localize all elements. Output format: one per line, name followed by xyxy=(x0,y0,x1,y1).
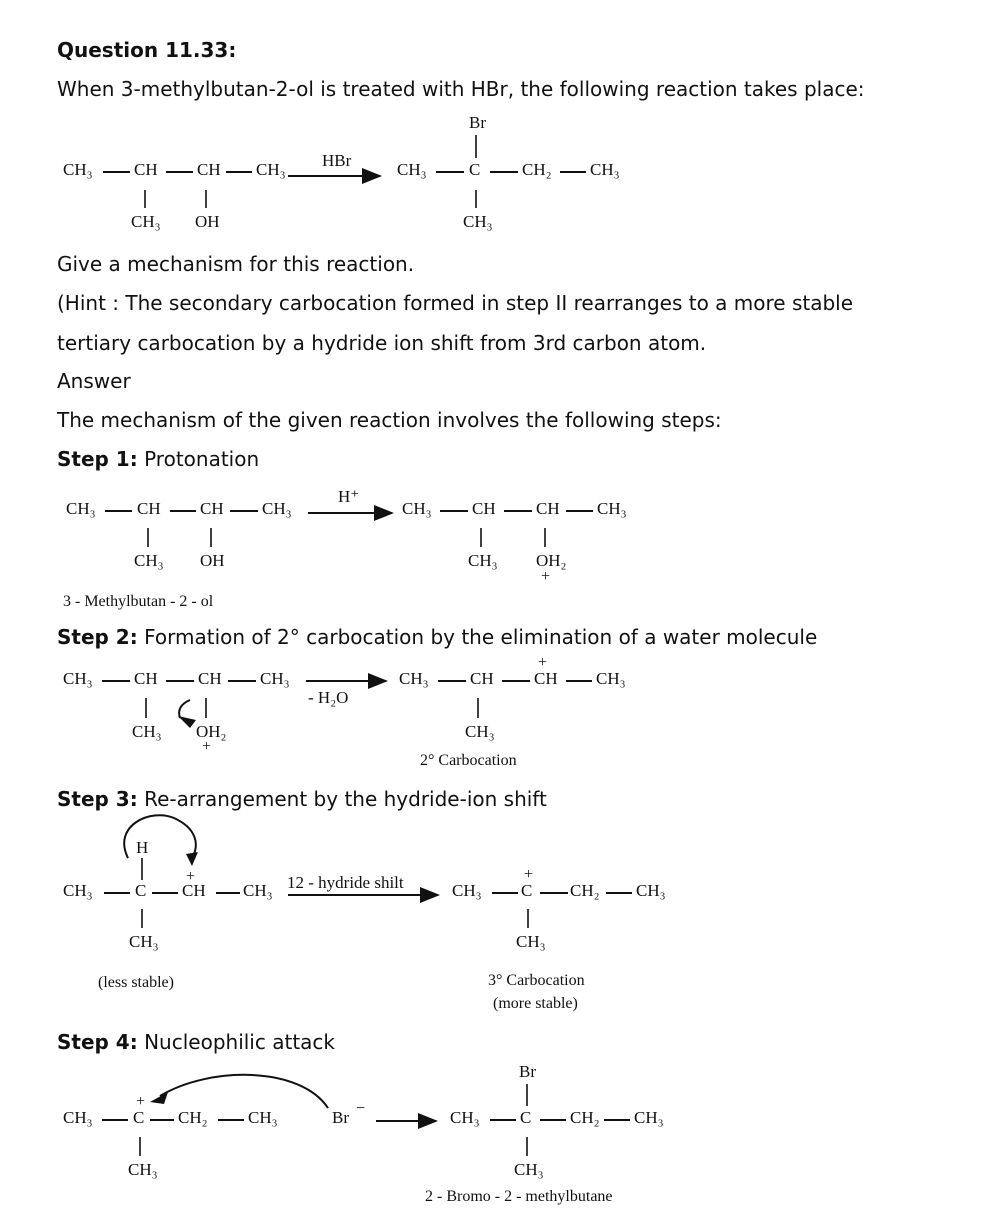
atom-ch3: CH₃ xyxy=(260,669,290,688)
atom-ch3: CH₃ xyxy=(66,499,96,518)
atom-ch: CH xyxy=(137,499,161,518)
step-1-heading: Step 1: Protonation xyxy=(57,447,260,471)
name-2-carbocation: 2° Carbocation xyxy=(420,752,517,769)
atom-ch3: CH₃ xyxy=(468,551,498,570)
reagent-hbr: HBr xyxy=(322,151,352,170)
atom-c: C xyxy=(133,1108,145,1127)
hint-line-1: (Hint : The secondary carbocation formed in step II rearranges to a more stable xyxy=(57,291,854,315)
atom-c: C xyxy=(135,881,147,900)
atom-ch3: CH₃ xyxy=(248,1108,278,1127)
atom-ch3: CH₃ xyxy=(262,499,292,518)
answer-intro: The mechanism of the given reaction involves the following steps: xyxy=(57,408,722,432)
step-1-bonds xyxy=(105,511,593,547)
atom-ch2: CH₂ xyxy=(570,1108,600,1127)
atom-oh2: OH₂ xyxy=(536,551,567,570)
atom-ch3: CH₃ xyxy=(132,722,162,741)
atom-oh2: OH₂ xyxy=(196,722,227,741)
atom-ch3: CH₃ xyxy=(63,881,93,900)
question-statement: When 3-methylbutan-2-ol is treated with HBr, the following reaction takes place: xyxy=(57,77,865,101)
atom-ch3: CH₃ xyxy=(128,1160,158,1179)
step-3-heading: Step 3: Re-arrangement by the hydride-ion shift xyxy=(57,787,547,811)
atom-ch: CH xyxy=(472,499,496,518)
atom-ch3: CH₃ xyxy=(597,499,627,518)
atom-ch: CH xyxy=(536,499,560,518)
atom-ch: CH xyxy=(197,160,221,179)
atom-oh: OH xyxy=(200,551,225,570)
atom-ch3: CH₃ xyxy=(243,881,273,900)
atom-ch2: CH₂ xyxy=(178,1108,208,1127)
atom-ch3: CH₃ xyxy=(134,551,164,570)
charge-minus: − xyxy=(356,1100,366,1117)
atom-ch3: CH₃ xyxy=(636,881,666,900)
step-2-heading: Step 2: Formation of 2° carbocation by the elimination of a water molecule xyxy=(57,625,818,649)
name-3-carbocation: 3° Carbocation xyxy=(488,972,585,989)
atom-ch3: CH₃ xyxy=(590,160,620,179)
step-3-bonds xyxy=(104,815,632,928)
atom-ch2: CH₂ xyxy=(570,881,600,900)
label-less-stable: (less stable) xyxy=(98,974,174,991)
charge-plus: + xyxy=(186,868,196,885)
reagent-h-plus: H⁺ xyxy=(338,487,360,506)
atom-ch3: CH₃ xyxy=(463,212,493,231)
atom-ch3: CH₃ xyxy=(634,1108,664,1127)
atom-br: Br xyxy=(519,1062,536,1081)
reagent-minus-h2o: - H₂O xyxy=(308,688,349,707)
atom-c: C xyxy=(469,160,481,179)
atom-ch: CH xyxy=(134,160,158,179)
atom-ch3: CH₃ xyxy=(397,160,427,179)
atom-br: Br xyxy=(469,113,486,132)
question-title: Question 11.33: xyxy=(57,38,237,62)
answer-label: Answer xyxy=(57,369,131,393)
atom-ch3: CH₃ xyxy=(399,669,429,688)
name-reactant: 3 - Methylbutan - 2 - ol xyxy=(63,593,214,610)
atom-ch3: CH₃ xyxy=(129,932,159,951)
atom-ch3: CH₃ xyxy=(596,669,626,688)
charge-plus: + xyxy=(136,1093,146,1110)
atom-c: C xyxy=(520,1108,532,1127)
atom-ch3: CH₃ xyxy=(63,160,93,179)
atom-ch3: CH₃ xyxy=(516,932,546,951)
charge-plus: + xyxy=(538,654,548,671)
atom-ch3: CH₃ xyxy=(256,160,286,179)
atom-h: H xyxy=(136,838,149,857)
atom-c: C xyxy=(521,881,533,900)
charge-plus: + xyxy=(202,738,212,755)
atom-ch3: CH₃ xyxy=(450,1108,480,1127)
atom-ch2: CH₂ xyxy=(522,160,552,179)
atom-ch: CH xyxy=(198,669,222,688)
atom-ch: CH xyxy=(470,669,494,688)
atom-ch3: CH₃ xyxy=(63,1108,93,1127)
atom-ch3: CH₃ xyxy=(514,1160,544,1179)
atom-ch3: CH₃ xyxy=(452,881,482,900)
question-task: Give a mechanism for this reaction. xyxy=(57,252,415,276)
charge-plus: + xyxy=(524,866,534,883)
atom-ch3: CH₃ xyxy=(63,669,93,688)
atom-ch3: CH₃ xyxy=(465,722,495,741)
label-hydride-shift: 12 - hydride shilt xyxy=(287,873,404,892)
atom-ch: CH xyxy=(134,669,158,688)
name-product: 2 - Bromo - 2 - methylbutane xyxy=(425,1188,613,1205)
atom-oh: OH xyxy=(195,212,220,231)
main-reaction-bonds xyxy=(103,135,586,208)
atom-ch: CH xyxy=(200,499,224,518)
hint-line-2: tertiary carbocation by a hydride ion shift from 3rd carbon atom. xyxy=(57,331,707,355)
atom-ch: CH xyxy=(182,881,206,900)
atom-ch3: CH₃ xyxy=(402,499,432,518)
atom-ch: CH xyxy=(534,669,558,688)
nucleophile-br: Br xyxy=(332,1108,349,1127)
atom-ch3: CH₃ xyxy=(131,212,161,231)
label-more-stable: (more stable) xyxy=(493,995,578,1012)
charge-plus: + xyxy=(541,568,551,585)
step-4-heading: Step 4: Nucleophilic attack xyxy=(57,1030,335,1054)
